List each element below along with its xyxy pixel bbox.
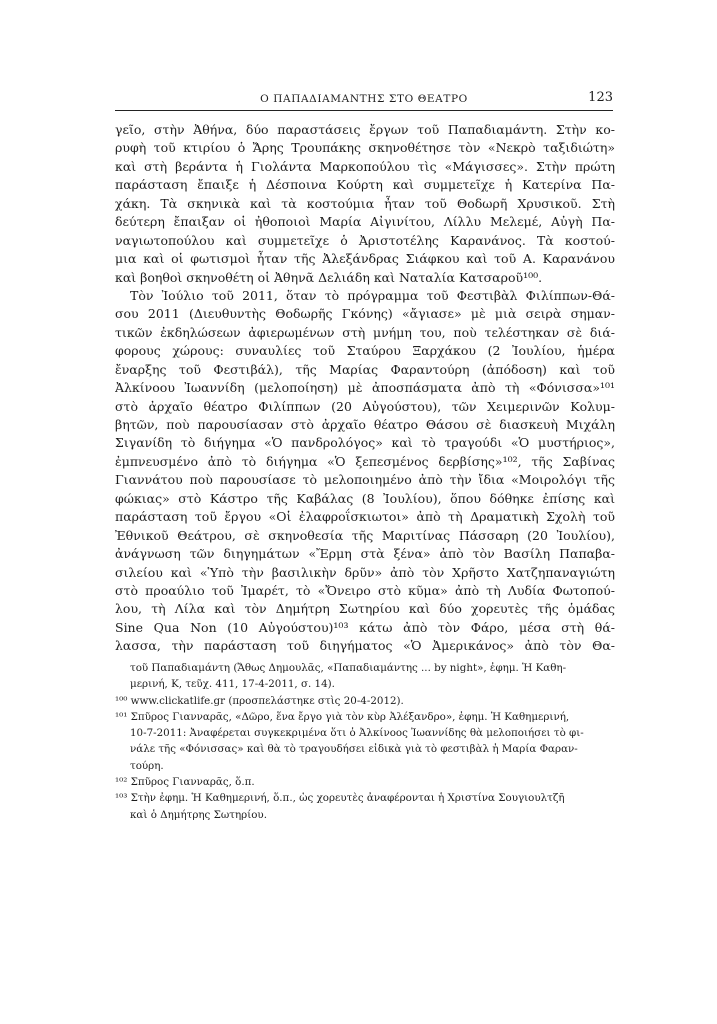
- text-line: λασσα, τὴν παράσταση τοῦ διηγήματος «Ὁ Ἀμερικάνος» ἀπὸ τὸν Θα-: [115, 638, 615, 654]
- page-header: [115, 88, 613, 111]
- text-line: Σιγανίδη τὸ διήγημα «Ὁ πανδρολόγος» καὶ τὸ τραγούδι «Ὁ μυστήριος»,: [115, 435, 615, 451]
- text-line: καὶ στὴ βεράντα ἡ Γιολάντα Μαρκοπούλου τὶς «Μάγισσες». Στὴν πρώτη: [115, 158, 615, 174]
- text-line: φώκιας» στὸ Κάστρο τῆς Καβάλας (8 Ἰουλίου), ὅπου δόθηκε ἐπίσης καὶ: [115, 490, 615, 506]
- text-line: Ἐθνικοῦ Θεάτρου, σὲ σκηνοθεσία τῆς Μαριτίνας Πάσσαρη (20 Ἰουλίου),: [115, 527, 615, 543]
- text-line: φορους χώρους: συναυλίες τοῦ Σταύρου Ξαρχάκου (2 Ἰουλίου, ἡμέρα: [115, 343, 615, 359]
- running-head: Ο ΠΑΠΑΔΙΑΜΑΝΤΗΣ ΣΤΟ ΘΕΑΤΡΟ: [260, 93, 468, 105]
- text-line: σιλείου καὶ «Ὑπὸ τὴν βασιλικὴν δρῦν» ἀπὸ τὸν Χρῆστο Χατζηπαναγιώτη: [115, 564, 615, 580]
- main-text: [115, 121, 615, 656]
- footnote-line: τούρη.: [130, 759, 164, 772]
- text-line: χάκη. Τὰ σκηνικὰ καὶ τὰ κοστούμια ἦταν τοῦ Θοδωρῆ Χρυσικοῦ. Στὴ: [115, 195, 615, 211]
- text-line: Τὸν Ἰούλιο τοῦ 2011, ὅταν τὸ πρόγραμμα τοῦ Φεστιβὰλ Φιλίππων-Θά-: [130, 287, 615, 303]
- text-line: ἔναρξης τοῦ Φεστιβάλ), τῆς Μαρίας Φαραντούρη (ἀπόδοση) καὶ τοῦ: [115, 361, 615, 377]
- text-line: δεύτερη ἔπαιξαν οἱ ἠθοποιοὶ Μαρία Αἰγινίτου, Λίλλυ Μελεμέ, Αὐγὴ Πα-: [115, 214, 615, 230]
- text-line: Γιαννάτου ποὺ παρουσίασε τὸ μελοποιημένο ἀπὸ τὴν ἴδια «Μοιρολόγι τῆς: [115, 472, 615, 488]
- footnote-line: 10-7-2011: Ἀναφέρεται συγκεκριμένα ὅτι ὁ Ἀλκίνοος Ἰωαννίδης θὰ μελοποιήσει τὸ φι-: [130, 727, 584, 740]
- footnote-line: ¹⁰³ Στὴν ἐφημ. Ἡ Καθημερινή, ὅ.π., ὡς χορευτὲς ἀναφέρονται ἡ Χριστίνα Σουγιουλτζῆ: [115, 792, 565, 805]
- footnotes: [115, 660, 615, 823]
- page-number: 123: [588, 90, 613, 105]
- text-line: ρυφὴ τοῦ κτιρίου ὁ Ἄρης Τρουπάκης σκηνοθέτησε τὸν «Νεκρὸ ταξιδιώτη»: [115, 140, 615, 156]
- footnote-line: νάλε τῆς «Φόνισσας» καὶ θὰ τὸ τραγουδήσει εἰδικὰ γιὰ τὸ φεστιβὰλ ἡ Μαρία Φαραν-: [130, 743, 578, 756]
- text-line: παράσταση τοῦ ἔργου «Οἱ ἐλαφροΐσκιωτοι» ἀπὸ τὴ Δραματικὴ Σχολὴ τοῦ: [115, 509, 615, 525]
- text-line: ναγιωτοπούλου καὶ συμμετεῖχε ὁ Ἀριστοτέλης Καρανάνος. Τὰ κοστού-: [115, 232, 615, 248]
- text-line: τικῶν ἐκδηλώσεων ἀφιερωμένων στὴ μνήμη του, ποὺ τελέστηκαν σὲ διά-: [115, 324, 615, 340]
- text-line: καὶ βοηθοὶ σκηνοθέτη οἱ Ἀθηνᾶ Δελιάδη καὶ Ναταλία Κατσαροῦ¹⁰⁰.: [115, 269, 543, 285]
- text-line: βητῶν, ποὺ παρουσίασαν στὸ ἀρχαῖο θέατρο Θάσου σὲ διασκευὴ Μιχάλη: [115, 417, 615, 432]
- text-line: λου, τὴ Λίλα καὶ τὸν Δημήτρη Σωτηρίου καὶ δύο χορευτὲς τῆς ὁμάδας: [115, 601, 615, 617]
- text-line: στὸ προαύλιο τοῦ Ἰμαρέτ, τὸ «Ὄνειρο στὸ κῦμα» ἀπὸ τὴ Λυδία Φωτοπού-: [115, 582, 615, 598]
- footnote-line: μερινή, Κ, τεῦχ. 411, 17-4-2011, σ. 14).: [130, 678, 335, 691]
- text-line: Ἀλκίνοου Ἰωαννίδη (μελοποίηση) μὲ ἀποσπάσματα ἀπὸ τὴ «Φόνισσα»¹⁰¹: [115, 380, 615, 396]
- text-line: σου 2011 (Διευθυντὴς Θοδωρῆς Γκόνης) «ἄγιασε» μὲ μιὰ σειρὰ σημαν-: [115, 306, 615, 322]
- footnote-line: καὶ ὁ Δημήτρης Σωτηρίου.: [130, 808, 267, 821]
- footnote-line: ¹⁰⁰ www.clickatlife.gr (προσπελάστηκε στὶς 20-4-2012).: [115, 694, 404, 707]
- footnote-line: ¹⁰¹ Σπῦρος Γιανναρᾶς, «Δῶρο, ἕνα ἔργο γιὰ τὸν κὺρ Ἀλέξανδρο», ἐφημ. Ἡ Καθημερινή,: [115, 710, 570, 723]
- footnote-line: τοῦ Παπαδιαμάντη (Ἄθως Δημουλᾶς, «Παπαδιαμάντης ... by night», ἐφημ. Ἡ Καθη-: [130, 662, 567, 674]
- text-line: Sine Qua Non (10 Αὐγούστου)¹⁰³ κάτω ἀπὸ τὸν Φάρο, μέσα στὴ θά-: [115, 619, 615, 635]
- text-line: ἐμπνευσμένο ἀπὸ τὸ διήγημα «Ὁ ξεπεσμένος δερβίσης»¹⁰², τῆς Σαβίνας: [115, 453, 615, 469]
- text-line: παράσταση ἔπαιξε ἡ Δέσποινα Κούρτη καὶ συμμετεῖχε ἡ Κατερίνα Πα-: [115, 177, 615, 193]
- text-line: γεῖο, στὴν Ἀθήνα, δύο παραστάσεις ἔργων τοῦ Παπαδιαμάντη. Στὴν κο-: [115, 122, 615, 137]
- footnote-line: ¹⁰² Σπῦρος Γιανναρᾶς, ὅ.π.: [115, 776, 255, 789]
- text-line: μια καὶ οἱ φωτισμοὶ ἦταν τῆς Ἀλεξάνδρας Σιάφκου καὶ τοῦ Α. Καρανάνου: [115, 251, 615, 267]
- text-line: ἀνάγνωση τῶν διηγημάτων «Ἔρμη στὰ ξένα» ἀπὸ τὸν Βασίλη Παπαβα-: [115, 546, 615, 562]
- text-line: στὸ ἀρχαῖο θέατρο Φιλίππων (20 Αὐγούστου), τῶν Χειμερινῶν Κολυμ-: [115, 398, 615, 414]
